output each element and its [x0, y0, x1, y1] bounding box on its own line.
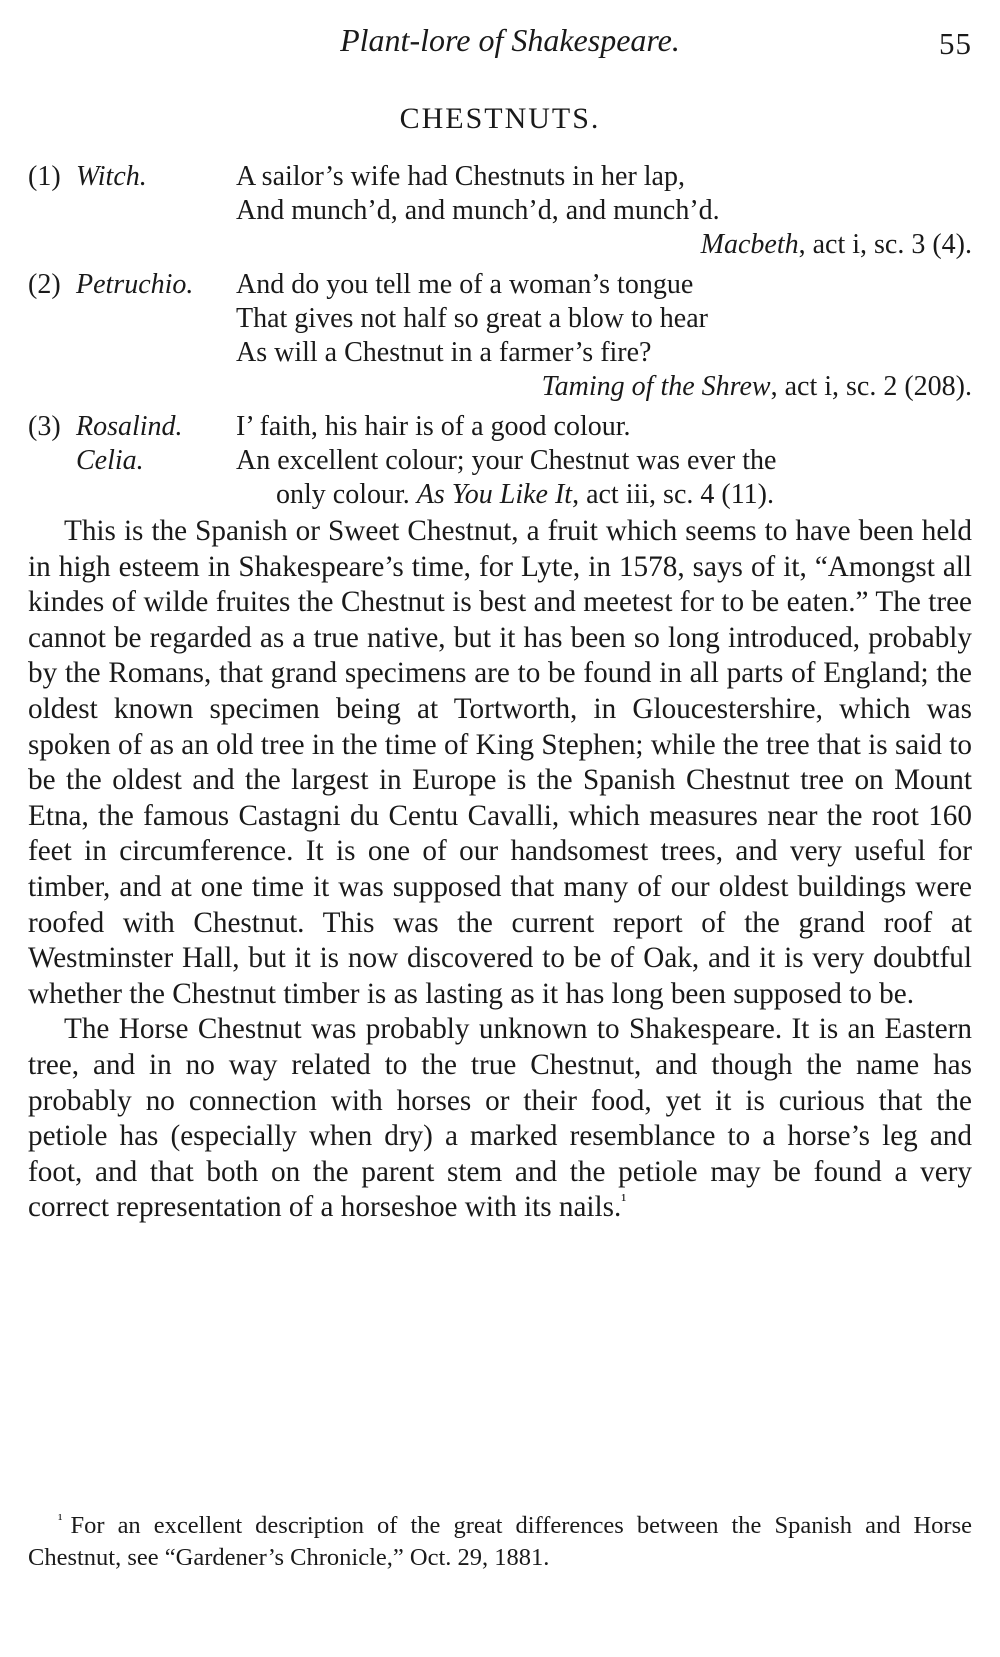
footnote-reference: ¹ — [621, 1190, 627, 1210]
quotation-3 — [28, 410, 972, 512]
quote-number: (3) — [28, 411, 61, 442]
paragraph-2 — [28, 1012, 972, 1226]
quote-reference: , act i, sc. 2 (208). — [770, 371, 972, 402]
quote-line: And do you tell me of a woman’s tongue — [236, 269, 694, 300]
quote-number: (2) — [28, 269, 61, 300]
footnote-mark: ¹ — [58, 1511, 63, 1528]
quote-work-title: As You Like It — [416, 479, 573, 510]
quote-number: (1) — [28, 161, 61, 192]
quote-speaker: Celia. — [76, 445, 144, 476]
quote-line: An excellent colour; your Chestnut was ever the — [236, 445, 777, 476]
quote-line-with-citation — [28, 478, 972, 512]
quote-line: And munch’d, and munch’d, and munch’d. — [236, 195, 720, 226]
paragraph-2-text: The Horse Chestnut was probably unknown to Shakespeare. It is an Eastern tree, and in no way related to the true Chestnut, and though the name has probably no connection with horses or their food, yet it is curious that the petiole has (especially when dry) a marked resemblance to a horse’s leg and foot, and that both on the parent stem and the petiole may be found a very correct representation of a horseshoe with its nails. — [28, 1013, 972, 1224]
quote-speaker: Petruchio. — [76, 269, 194, 300]
quote-line: only colour. — [276, 479, 410, 510]
quote-line: I’ faith, his hair is of a good colour. — [236, 411, 631, 442]
quote-line: A sailor’s wife had Chestnuts in her lap, — [236, 161, 685, 192]
quote-reference: , act i, sc. 3 (4). — [798, 229, 972, 260]
quote-speaker: Witch. — [76, 161, 147, 192]
body-text — [28, 514, 972, 1226]
footnote-text: For an excellent description of the great differences between the Spanish and Horse Chestnut, see “Gardener’s Chronicle,” Oct. 29, 1881. — [28, 1512, 972, 1571]
quote-work-title: Taming of the Shrew — [541, 371, 771, 402]
paragraph-1: This is the Spanish or Sweet Chestnut, a fruit which seems to have been held in high esteem in Shakespeare’s time, for Lyte, in 1578, says of it, “Amongst all kindes of wilde fruites the Chestnut is best and meetest for to be eaten.” The tree cannot be regarded as a true native, but it has been so long introduced, probably by the Romans, that grand specimens are to be found in all parts of England; the oldest known specimen being at Tortworth, in Gloucestershire, which was spoken of as an old tree in the time of King Stephen; while the tree that is said to be the oldest and the largest in Europe is the Spanish Chestnut tree on Mount Etna, the famous Castagni du Centu Cavalli, which measures near the root 160 feet in circumference. It is one of our handsomest trees, and very useful for timber, and at one time it was supposed that many of our oldest buildings were roofed with Chestnut. This was the current report of the grand roof at Westminster Hall, but it is now discovered to be of Oak, and it is very doubtful whether the Chestnut timber is as lasting as it has long been supposed to be. — [28, 515, 972, 1010]
quotation-2 — [28, 268, 972, 404]
quote-citation — [28, 228, 972, 262]
quote-work-title: Macbeth — [700, 229, 799, 260]
page-number: 55 — [939, 26, 972, 61]
section-heading: CHESTNUTS. — [399, 102, 601, 135]
quotation-1 — [28, 160, 972, 262]
book-page — [28, 0, 972, 1657]
footnote — [28, 1510, 972, 1574]
quote-line: As will a Chestnut in a farmer’s fire? — [236, 337, 652, 368]
quote-citation — [28, 370, 972, 404]
quote-line: That gives not half so great a blow to hear — [236, 303, 708, 334]
quote-speaker: Rosalind. — [76, 411, 183, 442]
quote-reference: , act iii, sc. 4 (11). — [572, 479, 774, 510]
running-head — [28, 16, 972, 66]
running-title: Plant-lore of Shakespeare. — [340, 22, 680, 58]
quotation-list — [28, 160, 972, 516]
